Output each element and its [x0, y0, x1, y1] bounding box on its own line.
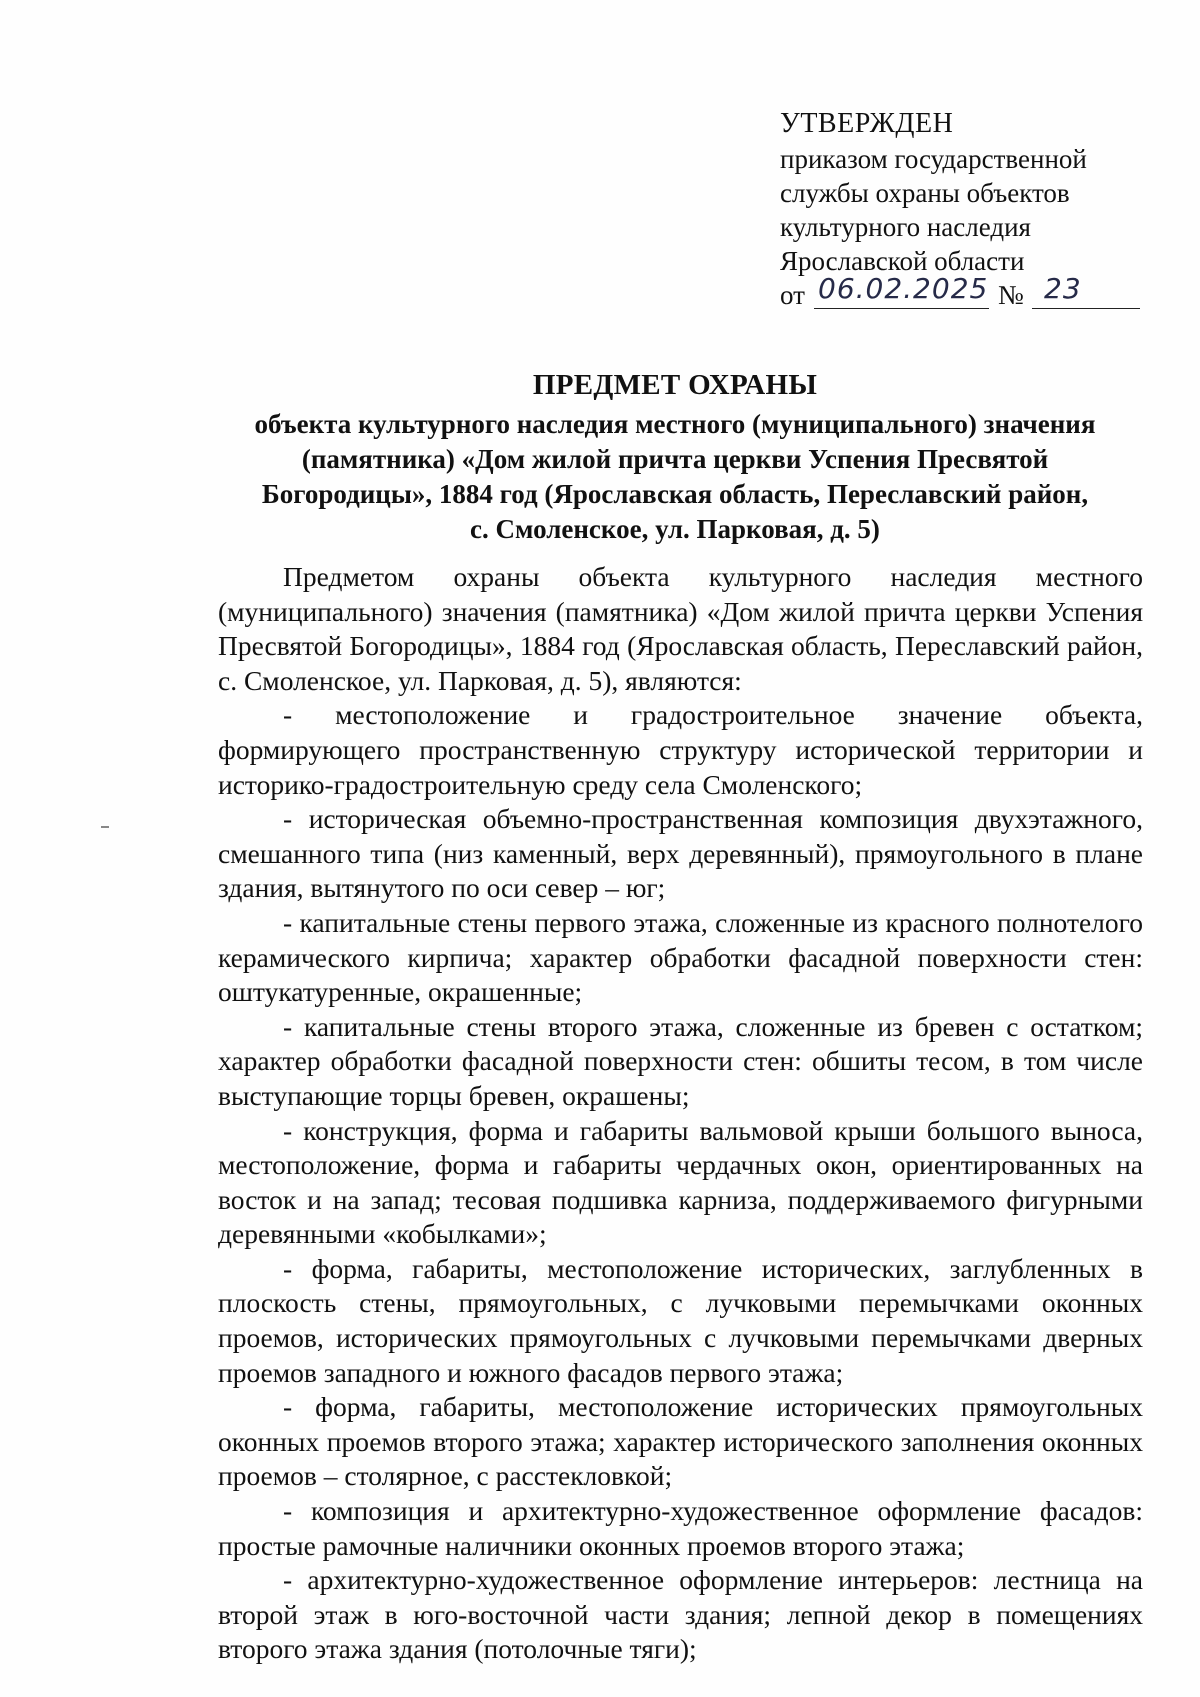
date-blank-line — [814, 308, 989, 309]
approval-line: службы охраны объектов — [780, 178, 1070, 208]
title-line: с. Смоленское, ул. Парковая, д. 5) — [470, 514, 880, 544]
title-line: объекта культурного наследия местного (муниципального) значения — [254, 409, 1096, 439]
order-date-number-line — [780, 272, 1140, 318]
list-item: - форма, габариты, местоположение исторических прямоугольных оконных проемов второго этажа; характер исторического заполнения оконных проемов – столярное, с расстекловкой; — [218, 1391, 1143, 1492]
date-prefix: от — [780, 280, 805, 310]
approval-block — [780, 106, 1140, 318]
document-body — [218, 560, 1143, 1667]
list-item: - конструкция, форма и габариты вальмовой крыши большого выноса, местоположение, форма и габариты чердачных окон, ориентированных на восток и на запад; тесовая подшивка карниза, поддерживаемого фигурными деревянными «кобылками»; — [218, 1114, 1143, 1250]
list-item: - композиция и архитектурно-художественное оформление фасадов: простые рамочные наличники оконных проемов второго этажа; — [218, 1495, 1143, 1561]
intro-paragraph: Предметом охраны объекта культурного наследия местного (муниципального) значения (памятника) «Дом жилой причта церкви Успения Пресвятой Богородицы», 1884 год (Ярославская область, Переславский район, с. Смоленское, ул. Парковая, д. 5), являются: — [218, 561, 1143, 696]
handwritten-number: 23 — [1044, 272, 1082, 305]
scan-speck — [101, 826, 109, 828]
list-item: - архитектурно-художественное оформление интерьеров: лестница на второй этаж в юго-восточной части здания; лепной декор в помещениях второго этажа здания (потолочные тяги); — [218, 1564, 1143, 1665]
title-main: ПРЕДМЕТ ОХРАНЫ — [532, 369, 818, 401]
approval-line: приказом государственной — [780, 144, 1087, 174]
title-line: (памятника) «Дом жилой причта церкви Успения Пресвятой — [301, 444, 1049, 474]
approval-line: Ярославской области — [780, 246, 1025, 276]
list-item: - местоположение и градостроительное значение объекта, формирующего пространственную структуру исторической территории и историко-градостроительную среду села Смоленского; — [218, 699, 1143, 800]
approval-heading: УТВЕРЖДЕН — [780, 108, 954, 139]
list-item: - историческая объемно-пространственная композиция двухэтажного, смешанного типа (низ каменный, верх деревянный), прямоугольного в плане здания, вытянутого по оси север – юг; — [218, 803, 1143, 904]
title-line: Богородицы», 1884 год (Ярославская область, Переславский район, — [261, 479, 1089, 509]
handwritten-date: 06.02.2025 — [818, 272, 989, 305]
number-prefix: № — [998, 280, 1024, 310]
list-item: - форма, габариты, местоположение исторических, заглубленных в плоскость стены, прямоугольных, с лучковыми перемычками оконных проемов, исторических прямоугольных с лучковыми перемычками дверных проемов западного и южного фасадов первого этажа; — [218, 1252, 1143, 1388]
document-title — [215, 368, 1135, 547]
list-item: - капитальные стены второго этажа, сложенные из бревен с остатком; характер обработки фасадной поверхности стен: обшиты тесом, в том числе выступающие торцы бревен, окрашены; — [218, 1010, 1143, 1111]
list-item: - капитальные стены первого этажа, сложенные из красного полнотелого керамического кирпича; характер обработки фасадной поверхности стен: оштукатуренные, окрашенные; — [218, 906, 1143, 1008]
number-blank-line — [1032, 308, 1140, 309]
approval-line: культурного наследия — [780, 212, 1031, 242]
